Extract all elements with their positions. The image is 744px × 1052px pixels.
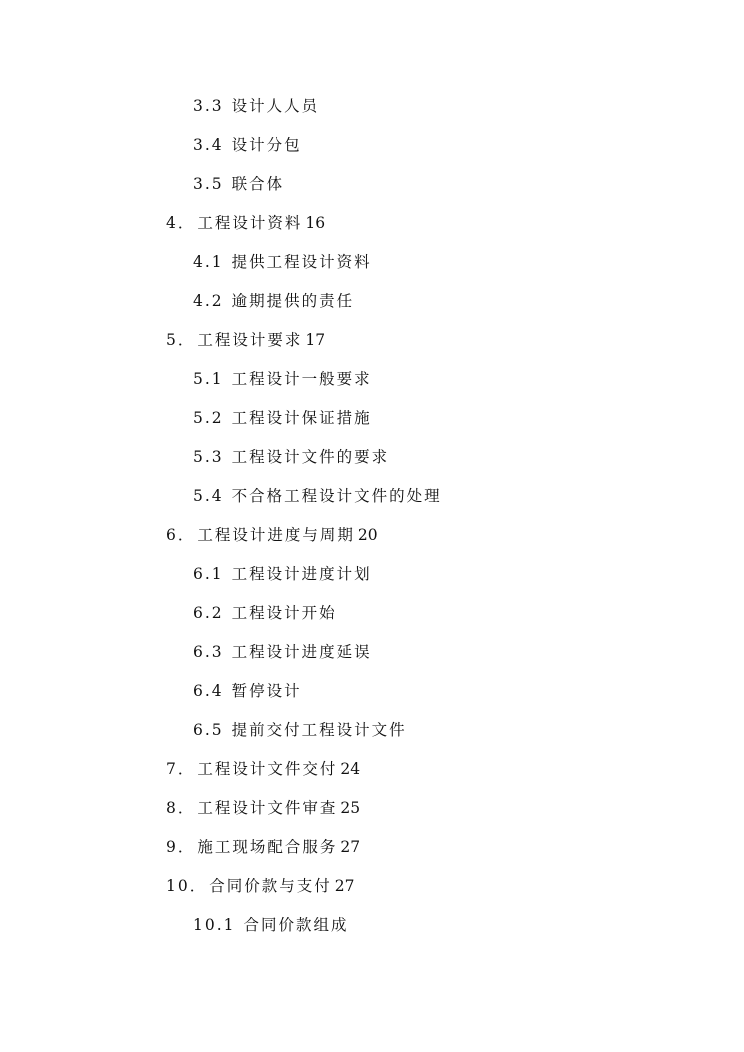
toc-page-number: 17 [305,331,326,349]
toc-entry [0,678,744,717]
toc-entry [0,561,744,600]
toc-chapter [0,873,744,912]
toc-entry [0,600,744,639]
toc-title: 工程设计进度与周期 [197,526,355,544]
toc-page-number: 16 [305,214,326,232]
toc-number: 4． [166,214,196,232]
toc-title: 合同价款组成 [243,916,349,934]
table-of-contents [0,93,744,951]
toc-title: 工程设计进度延误 [231,643,372,661]
toc-number: 6.5 [193,721,224,739]
toc-number: 5.1 [193,370,224,388]
toc-title: 施工现场配合服务 [197,838,338,856]
toc-entry [0,405,744,444]
toc-page-number: 24 [340,760,361,778]
toc-title: 工程设计保证措施 [231,409,372,427]
toc-entry [0,249,744,288]
toc-number: 4.2 [193,292,224,310]
toc-title: 工程设计文件审查 [197,799,338,817]
toc-number: 6.3 [193,643,224,661]
toc-number: 7． [166,760,196,778]
toc-entry [0,366,744,405]
toc-page-number: 25 [340,799,361,817]
toc-chapter [0,210,744,249]
toc-number: 10． [166,877,208,895]
toc-number: 6． [166,526,196,544]
toc-number: 3.3 [193,97,224,115]
toc-title: 工程设计文件交付 [197,760,338,778]
toc-entry [0,483,744,522]
toc-entry [0,639,744,678]
toc-title: 工程设计资料 [197,214,303,232]
toc-entry [0,93,744,132]
toc-number: 6.1 [193,565,224,583]
toc-title: 不合格工程设计文件的处理 [231,487,442,505]
toc-chapter [0,522,744,561]
toc-title: 设计人人员 [231,97,320,115]
toc-entry [0,288,744,327]
toc-number: 8． [166,799,196,817]
toc-entry [0,717,744,756]
toc-number: 5.4 [193,487,224,505]
toc-number: 3.4 [193,136,224,154]
toc-chapter [0,327,744,366]
toc-number: 5.3 [193,448,224,466]
toc-title: 逾期提供的责任 [231,292,355,310]
toc-entry [0,912,744,951]
toc-entry [0,171,744,210]
toc-title: 暂停设计 [231,682,302,700]
toc-entry [0,444,744,483]
toc-number: 10.1 [193,916,236,934]
toc-number: 4.1 [193,253,224,271]
toc-title: 合同价款与支付 [209,877,332,895]
toc-title: 工程设计开始 [231,604,337,622]
toc-title: 提供工程设计资料 [231,253,372,271]
toc-title: 工程设计进度计划 [231,565,372,583]
toc-number: 9． [166,838,196,856]
toc-chapter [0,834,744,873]
toc-number: 3.5 [193,175,224,193]
toc-title: 设计分包 [231,136,302,154]
toc-number: 5.2 [193,409,224,427]
toc-title: 联合体 [231,175,285,193]
toc-entry [0,132,744,171]
toc-number: 6.2 [193,604,224,622]
toc-page-number: 27 [340,838,361,856]
toc-title: 工程设计一般要求 [231,370,372,388]
toc-page-number: 27 [334,877,355,895]
toc-title: 工程设计要求 [197,331,303,349]
toc-number: 6.4 [193,682,224,700]
toc-title: 工程设计文件的要求 [231,448,390,466]
toc-number: 5． [166,331,196,349]
toc-chapter [0,795,744,834]
toc-chapter [0,756,744,795]
toc-title: 提前交付工程设计文件 [231,721,407,739]
toc-page-number: 20 [357,526,378,544]
